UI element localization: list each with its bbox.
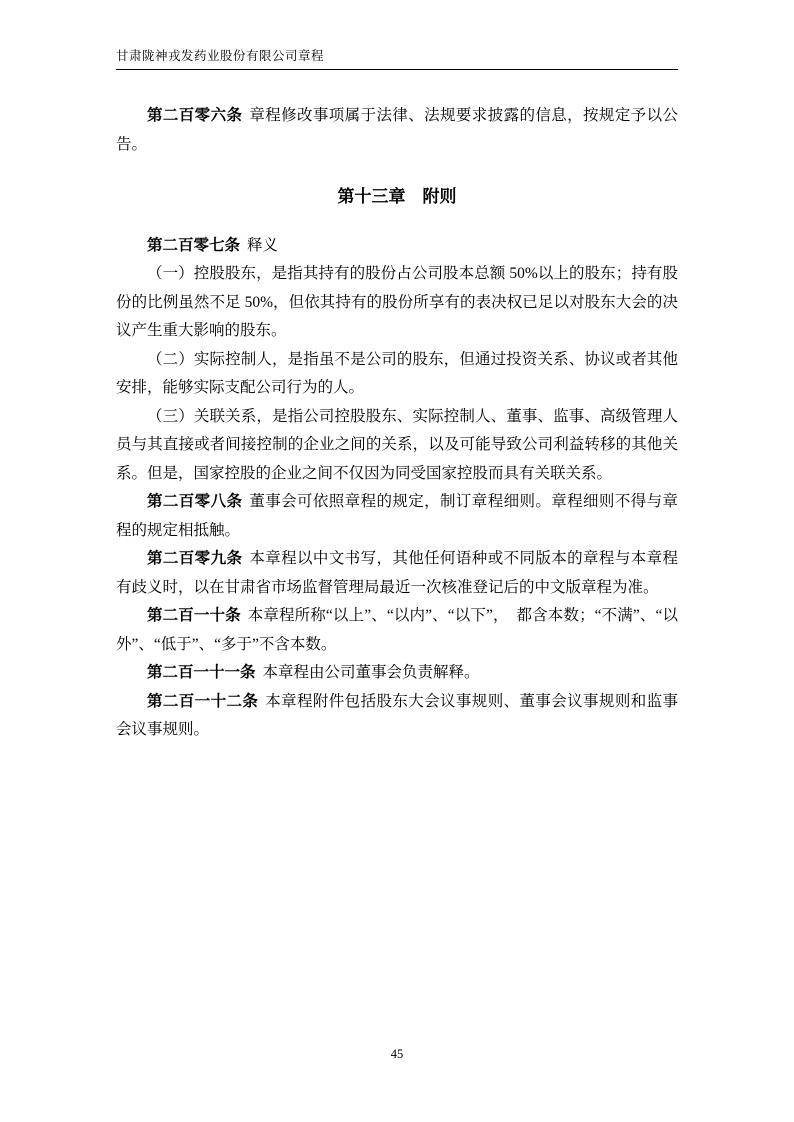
- article-number: 第二百零八条: [147, 493, 243, 510]
- body-paragraph: （三）关联关系，是指公司控股股东、实际控制人、董事、监事、高级管理人员与其直接或者间接控制的企业之间的关系，以及可能导致公司利益转移的其他关系。但是，国家控股的企业之间不仅因为同受国家控股而具有关联关系。: [116, 407, 678, 482]
- article-text: 本章程由公司董事会负责解释。: [262, 664, 480, 681]
- article-text: 章程修改事项属于法律、法规要求披露的信息，按规定予以公告。: [116, 107, 678, 153]
- article-paragraph: [116, 688, 678, 745]
- article-number: 第二百零六条: [147, 107, 243, 124]
- article-number: 第二百零七条: [147, 236, 241, 254]
- article-number: 第二百一十二条: [147, 692, 259, 710]
- page-header: [116, 46, 678, 70]
- header-title: 甘肃陇神戎发药业股份有限公司章程: [116, 49, 325, 63]
- article-number: 第二百一十条: [147, 607, 241, 624]
- chapter-heading: 第十三章 附则: [337, 187, 457, 206]
- article-text: 董事会可依照章程的规定，制订章程细则。章程细则不得与章程的规定相抵触。: [116, 493, 678, 539]
- article-paragraph: [116, 659, 678, 688]
- article-paragraph: [116, 488, 678, 545]
- article-number: 第二百一十一条: [147, 664, 256, 681]
- article-text: 本章程以中文书写，其他任何语种或不同版本的章程与本章程有歧义时，以在甘肃省市场监督管理局最近一次核准登记后的中文版章程为准。: [116, 550, 678, 596]
- article-text: 本章程所称“以上”、“以内”、“以下”， 都含本数；“不满”、“以外”、“低于”、“多于”不含本数。: [116, 607, 678, 653]
- article-paragraph: [116, 102, 678, 159]
- article-number: 第二百零九条: [147, 550, 243, 567]
- document-body: [116, 102, 678, 745]
- page-number: 45: [390, 1047, 404, 1061]
- body-paragraph: （一）控股股东，是指其持有的股份占公司股本总额 50%以上的股东；持有股份的比例虽然不足 50%，但依其持有的股份所享有的表决权已足以对股东大会的决议产生重大影响的股东。: [116, 265, 678, 339]
- article-text: 释义: [246, 236, 278, 254]
- article-paragraph: [116, 545, 678, 602]
- body-paragraph: （二）实际控制人，是指虽不是公司的股东，但通过投资关系、协议或者其他安排，能够实际支配公司行为的人。: [116, 350, 678, 396]
- article-text: 本章程附件包括股东大会议事规则、董事会议事规则和监事会议事规则。: [116, 692, 678, 738]
- article-paragraph: [116, 602, 678, 659]
- article-paragraph: [116, 232, 678, 261]
